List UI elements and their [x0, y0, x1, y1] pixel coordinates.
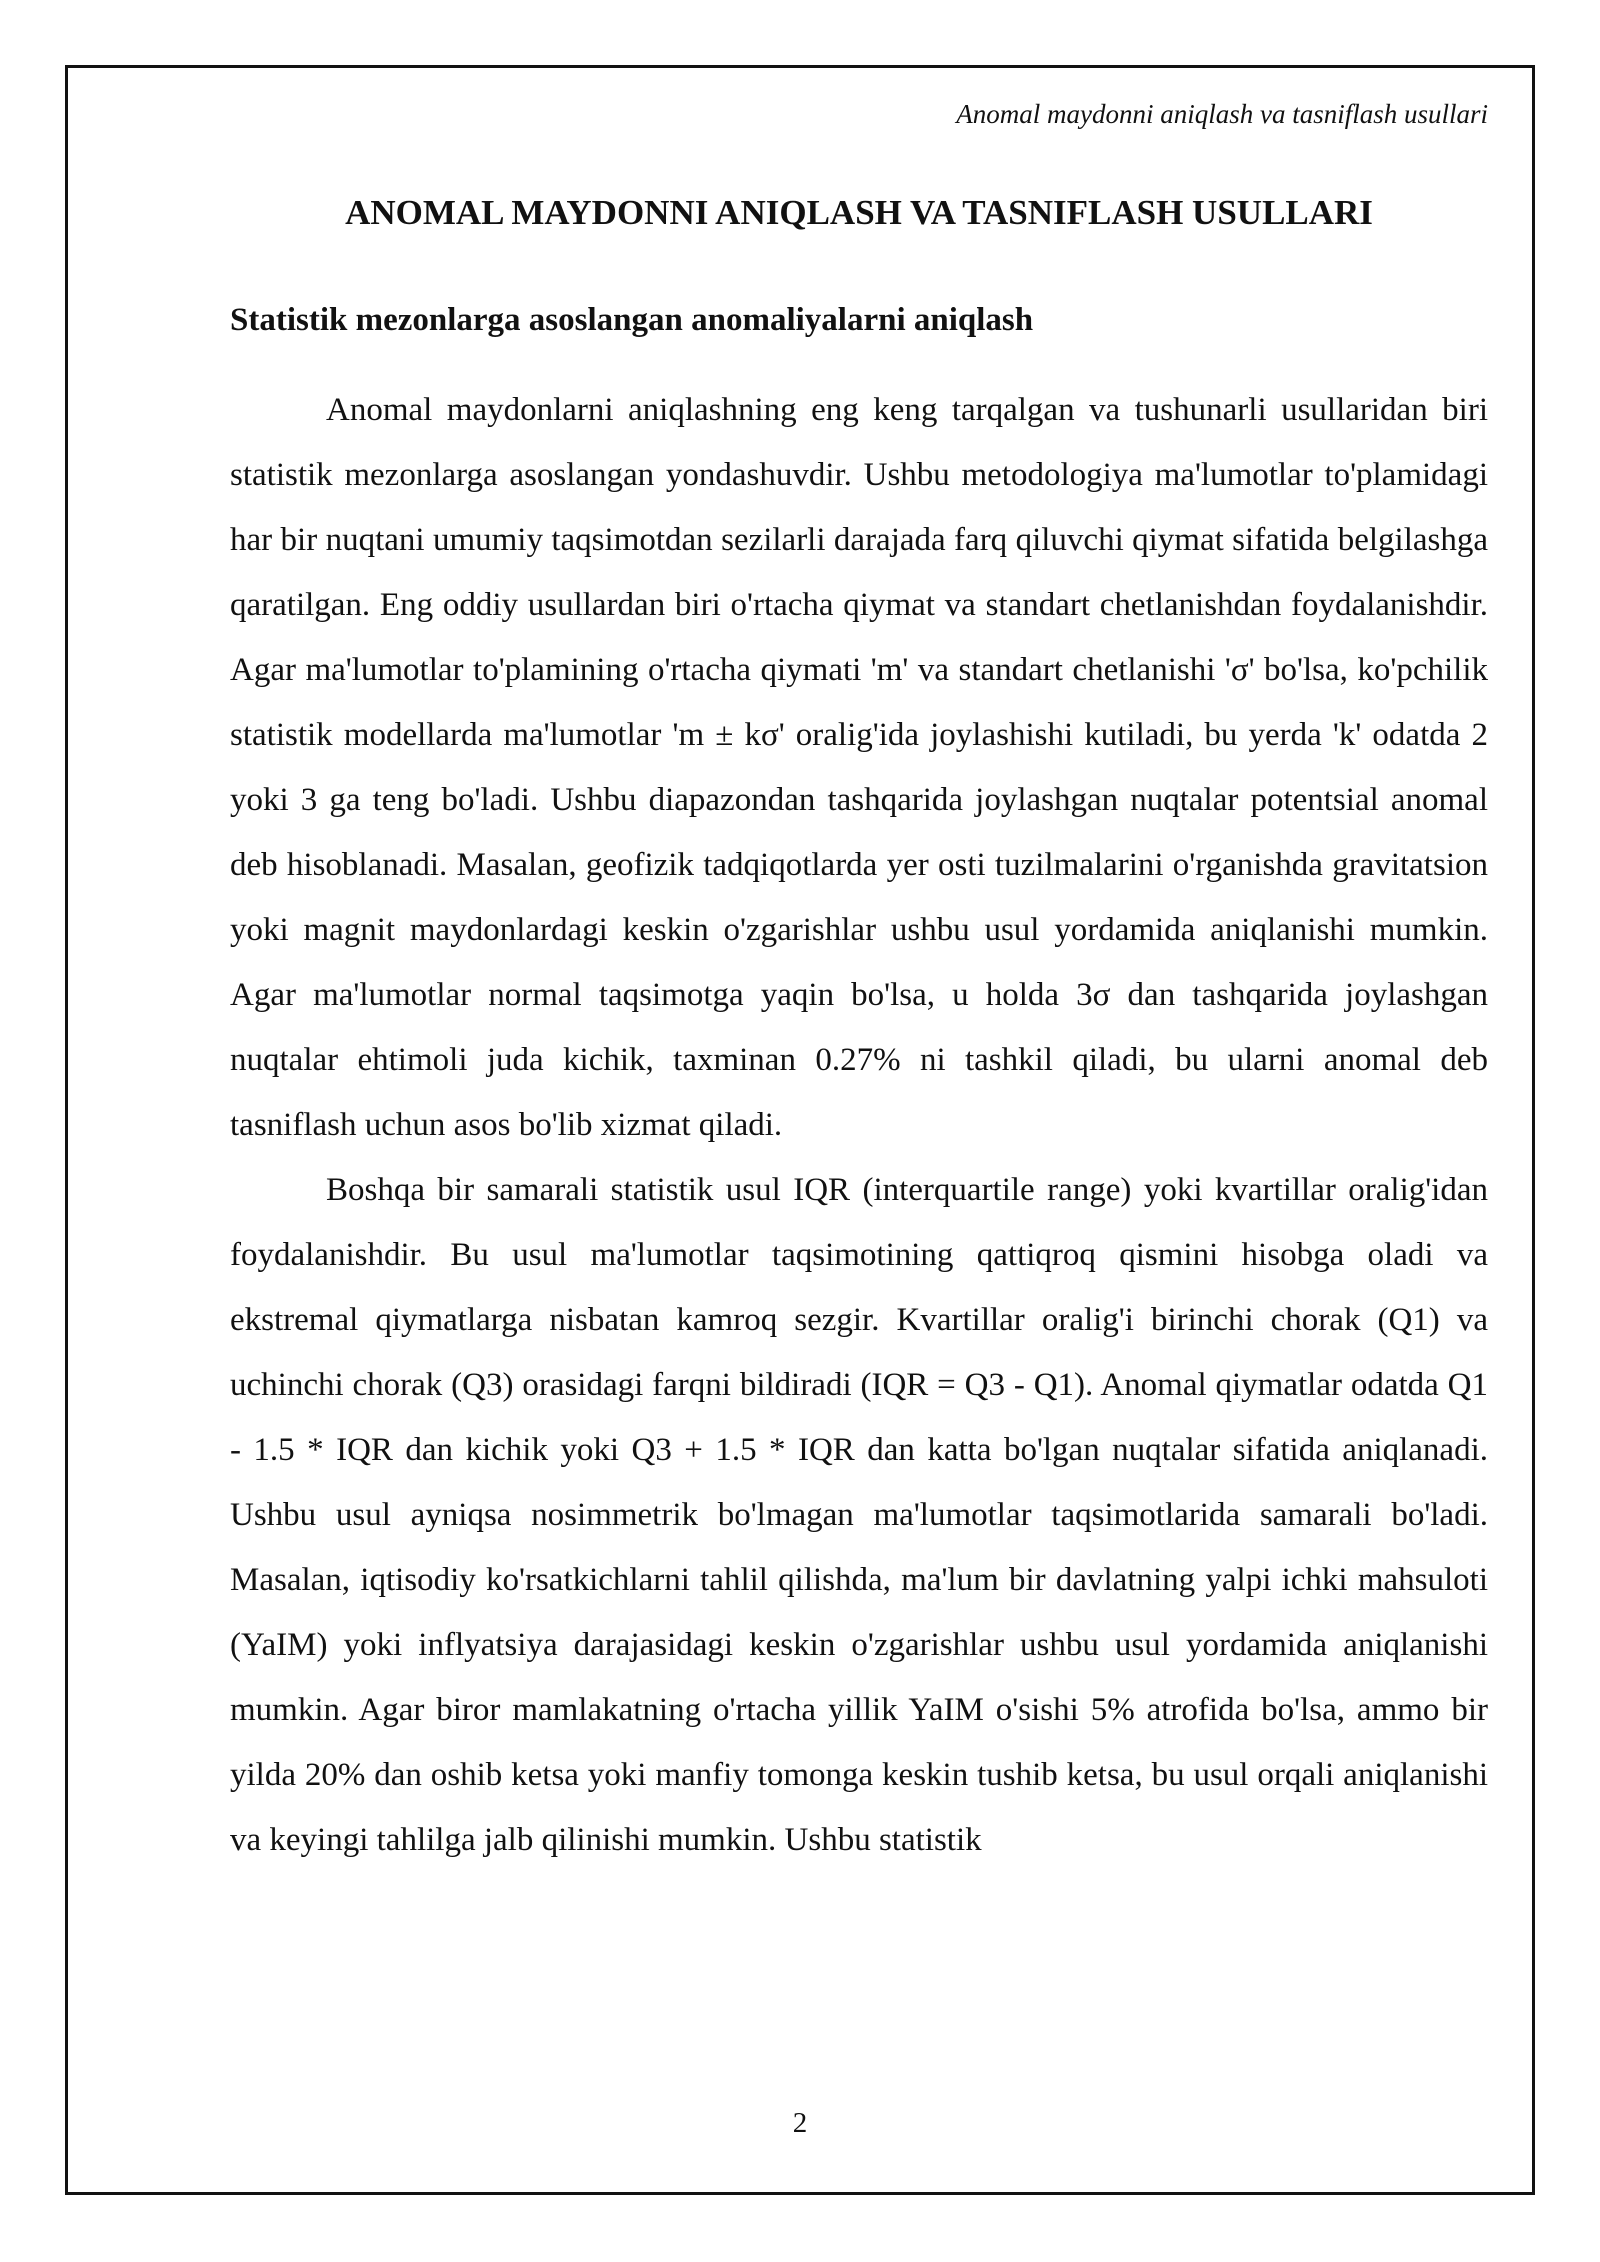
page-number: 2	[792, 2107, 808, 2139]
document-title: ANOMAL MAYDONNI ANIQLASH VA TASNIFLASH USULLARI	[345, 193, 1373, 232]
paragraph-1: Anomal maydonlarni aniqlashning eng keng tarqalgan va tushunarli usullaridan biri statistik mezonlarga asoslangan yondashuvdir. Ushbu metodologiya ma'lumotlar to'plamidagi har bir nuqtani umumiy taqsimotdan sezilarli darajada farq qiluvchi qiymat sifatida belgilashga qaratilgan. Eng oddiy usullardan biri o'rtacha qiymat va standart chetlanishdan foydalanishdir. Agar ma'lumotlar to'plamining o'rtacha qiymati 'm' va standart chetlanishi 'σ' bo'lsa, ko'pchilik statistik modellarda ma'lumotlar 'm ± kσ' oralig'ida joylashishi kutiladi, bu yerda 'k' odatda 2 yoki 3 ga teng bo'ladi. Ushbu diapazondan tashqarida joylashgan nuqtalar potentsial anomal deb hisoblanadi. Masalan, geofizik tadqiqotlarda yer osti tuzilmalarini o'rganishda gravitatsion yoki magnit maydonlardagi keskin o'zgarishlar ushbu usul yordamida aniqlanishi mumkin. Agar ma'lumotlar normal taqsimotga yaqin bo'lsa, u holda 3σ dan tashqarida joylashgan nuqtalar ehtimoli juda kichik, taxminan 0.27% ni tashkil qiladi, bu ularni anomal deb tasniflash uchun asos bo'lib xizmat qiladi.	[230, 392, 1488, 1143]
paragraph-2: Boshqa bir samarali statistik usul IQR (interquartile range) yoki kvartillar oralig'idan foydalanishdir. Bu usul ma'lumotlar taqsimotining qattiqroq qismini hisobga oladi va ekstremal qiymatlarga nisbatan kamroq sezgir. Kvartillar oralig'i birinchi chorak (Q1) va uchinchi chorak (Q3) orasidagi farqni bildiradi (IQR = Q3 - Q1). Anomal qiymatlar odatda Q1 - 1.5 * IQR dan kichik yoki Q3 + 1.5 * IQR dan katta bo'lgan nuqtalar sifatida aniqlanadi. Ushbu usul ayniqsa nosimmetrik bo'lmagan ma'lumotlar taqsimotlarida samarali bo'ladi. Masalan, iqtisodiy ko'rsatkichlarni tahlil qilishda, ma'lum bir davlatning yalpi ichki mahsuloti (YaIM) yoki inflyatsiya darajasidagi keskin o'zgarishlar ushbu usul yordamida aniqlanishi mumkin. Agar biror mamlakatning o'rtacha yillik YaIM o'sishi 5% atrofida bo'lsa, ammo bir yilda 20% dan oshib ketsa yoki manfiy tomonga keskin tushib ketsa, bu usul orqali aniqlanishi va keyingi tahlilga jalb qilinishi mumkin. Ushbu statistik	[230, 1172, 1488, 1858]
body-text	[230, 378, 1488, 1873]
running-header: Anomal maydonni aniqlash va tasniflash usullari	[956, 99, 1488, 129]
section-heading: Statistik mezonlarga asoslangan anomaliyalarni aniqlash	[230, 302, 1034, 338]
